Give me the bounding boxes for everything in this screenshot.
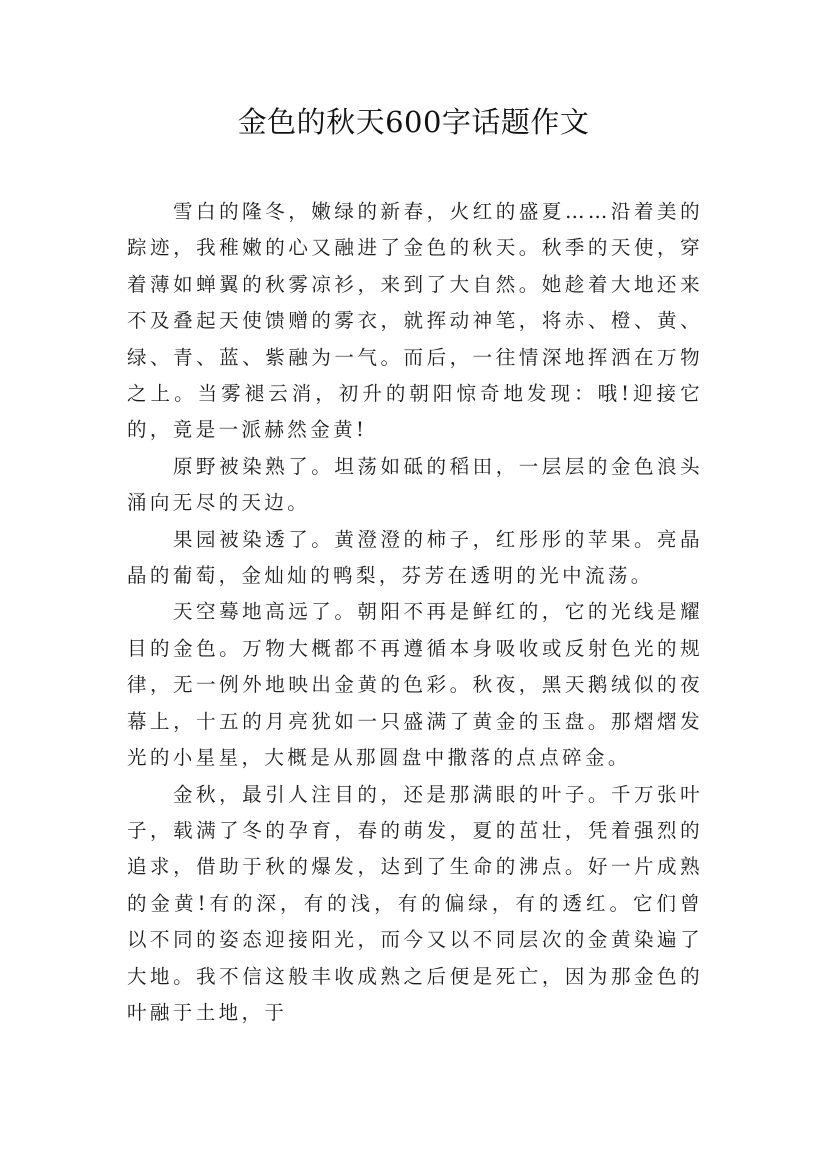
page-title: 金色的秋天600字话题作文	[237, 105, 590, 139]
essay-body	[127, 194, 703, 1031]
paragraph-2: 原野被染熟了。坦荡如砥的稻田，一层层的金色浪头涌向无尽的天边。	[127, 454, 703, 515]
paragraph-1: 雪白的隆冬，嫩绿的新春，火红的盛夏……沿着美的踪迹，我稚嫩的心又融进了金色的秋天。秋季的天使，穿着薄如蝉翼的秋雾凉衫，来到了大自然。她趁着大地还来不及叠起天使馈赠的雾衣，就挥动神笔，将赤、橙、黄、绿、青、蓝、紫融为一气。而后，一往情深地挥洒在万物之上。当雾褪云消，初升的朝阳惊奇地发现：哦!迎接它的，竟是一派赫然金黄!	[127, 200, 703, 442]
paragraph-4: 天空蓦地高远了。朝阳不再是鲜红的，它的光线是耀目的金色。万物大概都不再遵循本身吸收或反射色光的规律，无一例外地映出金黄的色彩。秋夜，黑天鹅绒似的夜幕上，十五的月亮犹如一只盛满了黄金的玉盘。那熠熠发光的小星星，大概是从那圆盘中撒落的点点碎金。	[127, 600, 703, 770]
paragraph-5: 金秋，最引人注目的，还是那满眼的叶子。千万张叶子，载满了冬的孕育，春的萌发，夏的茁壮，凭着强烈的追求，借助于秋的爆发，达到了生命的沸点。好一片成熟的金黄!有的深，有的浅，有的偏绿，有的透红。它们曾以不同的姿态迎接阳光，而今又以不同层次的金黄染遍了大地。我不信这般丰收成熟之后便是死亡，因为那金色的叶融于土地，于	[127, 782, 703, 1024]
paragraph-3: 果园被染透了。黄澄澄的柿子，红彤彤的苹果。亮晶晶的葡萄，金灿灿的鸭梨，芬芳在透明的光中流荡。	[127, 527, 703, 588]
